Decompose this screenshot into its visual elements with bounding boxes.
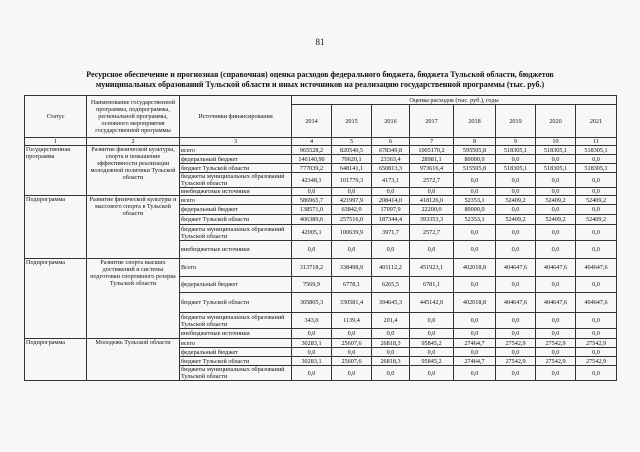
status-cell: Подпрограмма [25, 196, 87, 259]
amount-cell: 0,0 [536, 277, 576, 293]
amount-cell: 404647,6 [576, 259, 617, 277]
column-number: 1 [25, 138, 87, 146]
amount-cell: 404647,6 [536, 259, 576, 277]
column-number: 2 [87, 138, 180, 146]
amount-cell: 27542,9 [496, 339, 536, 348]
amount-cell: 0,0 [496, 205, 536, 215]
table-row [25, 339, 617, 348]
amount-cell: 26818,3 [372, 339, 410, 348]
amount-cell: 0,0 [454, 366, 496, 381]
amount-cell: 678349,8 [372, 146, 410, 155]
header-year-2014: 2014 [292, 105, 332, 138]
amount-cell: 648141,1 [332, 164, 372, 173]
program-name-cell: Молодежь Тульской области [87, 339, 180, 381]
amount-cell: 2572,7 [410, 225, 454, 241]
amount-cell: 0,0 [576, 313, 617, 329]
document-title [20, 70, 620, 90]
header-year-2015: 2015 [332, 105, 372, 138]
funding-source-cell: бюджет Тульской области [180, 215, 292, 225]
funding-source-cell: бюджет Тульской области [180, 357, 292, 366]
amount-cell: 95845,2 [410, 339, 454, 348]
amount-cell: 27542,9 [536, 357, 576, 366]
column-number-row [25, 138, 617, 146]
amount-cell: 0,0 [576, 155, 617, 164]
header-status: Статус [25, 96, 87, 138]
amount-cell: 6265,5 [372, 277, 410, 293]
funding-source-cell: всего [180, 196, 292, 205]
amount-cell: 343,0 [292, 313, 332, 329]
amount-cell: 27464,7 [454, 357, 496, 366]
amount-cell: 0,0 [410, 313, 454, 329]
program-name-cell: Развитие физической культуры, спорта и повышение эффективности реализации молодежной политики Тульской области [87, 146, 180, 196]
header-year-2019: 2019 [496, 105, 536, 138]
amount-cell: 0,0 [292, 188, 332, 196]
amount-cell: 0,0 [410, 329, 454, 339]
amount-cell: 0,0 [496, 241, 536, 259]
amount-cell: 6781,1 [410, 277, 454, 293]
amount-cell: 0,0 [332, 188, 372, 196]
funding-source-cell: бюджеты муниципальных образований Тульской области [180, 313, 292, 329]
amount-cell: 27464,7 [454, 339, 496, 348]
amount-cell: 0,0 [576, 348, 617, 357]
amount-cell: 518305,1 [576, 146, 617, 155]
amount-cell: 404647,6 [536, 293, 576, 313]
amount-cell: 27542,9 [576, 357, 617, 366]
amount-cell: 404647,6 [496, 293, 536, 313]
amount-cell: 421997,9 [332, 196, 372, 205]
amount-cell: 0,0 [454, 348, 496, 357]
amount-cell: 451923,1 [410, 259, 454, 277]
funding-source-cell: бюджеты муниципальных образований Тульской области [180, 225, 292, 241]
amount-cell: 0,0 [292, 366, 332, 381]
amount-cell: 6778,1 [332, 277, 372, 293]
amount-cell: 146140,90 [292, 155, 332, 164]
title-line-1: Ресурсное обеспечение и прогнозная (справочная) оценка расходов федерального бюджета, бюджета Тульской области, бюджетов [86, 70, 554, 79]
amount-cell: 595505,8 [454, 146, 496, 155]
funding-source-cell: федеральный бюджет [180, 205, 292, 215]
funding-source-cell: бюджет Тульской области [180, 164, 292, 173]
amount-cell: 95845,2 [410, 357, 454, 366]
column-number: 3 [180, 138, 292, 146]
amount-cell: 0,0 [496, 277, 536, 293]
amount-cell: 0,0 [454, 173, 496, 188]
header-year-2017: 2017 [410, 105, 454, 138]
amount-cell: 404647,6 [576, 293, 617, 313]
amount-cell: 0,0 [536, 173, 576, 188]
amount-cell: 518305,1 [496, 146, 536, 155]
amount-cell: 101779,3 [332, 173, 372, 188]
funding-source-cell: бюджеты муниципальных образований Тульской области [180, 173, 292, 188]
amount-cell: 0,0 [496, 348, 536, 357]
column-number: 9 [496, 138, 536, 146]
amount-cell: 777039,2 [292, 164, 332, 173]
header-year-2018: 2018 [454, 105, 496, 138]
amount-cell: 0,0 [372, 188, 410, 196]
amount-cell: 0,0 [410, 188, 454, 196]
funding-source-cell: Всего [180, 259, 292, 277]
amount-cell: 42348,1 [292, 173, 332, 188]
funding-source-cell: внебюджетные источники [180, 188, 292, 196]
amount-cell: 0,0 [454, 313, 496, 329]
funding-source-cell: внебюджетные источники [180, 329, 292, 339]
amount-cell: 338498,9 [332, 259, 372, 277]
amount-cell: 0,0 [536, 225, 576, 241]
status-cell: Подпрограмма [25, 259, 87, 339]
amount-cell: 70620,1 [332, 155, 372, 164]
amount-cell: 27542,9 [576, 339, 617, 348]
amount-cell: 52409,2 [536, 196, 576, 205]
amount-cell: 0,0 [536, 313, 576, 329]
header-estimate: Оценка расходов (тыс. руб.), годы [292, 96, 617, 105]
funding-source-cell: внебюджетные источники [180, 241, 292, 259]
amount-cell: 0,0 [576, 173, 617, 188]
amount-cell: 0,0 [576, 366, 617, 381]
amount-cell: 0,0 [536, 366, 576, 381]
amount-cell: 0,0 [576, 225, 617, 241]
amount-cell: 1005170,2 [410, 146, 454, 155]
amount-cell: 27542,9 [496, 357, 536, 366]
amount-cell: 0,0 [536, 155, 576, 164]
amount-cell: 0,0 [372, 348, 410, 357]
amount-cell: 23363,4 [372, 155, 410, 164]
amount-cell: 0,0 [454, 241, 496, 259]
funding-source-cell: бюджет Тульской области [180, 293, 292, 313]
amount-cell: 26818,3 [372, 357, 410, 366]
amount-cell: 138571,0 [292, 205, 332, 215]
amount-cell: 0,0 [536, 241, 576, 259]
amount-cell: 406389,6 [292, 215, 332, 225]
page-number: 81 [315, 37, 325, 47]
amount-cell: 0,0 [410, 348, 454, 357]
amount-cell: 518305,1 [536, 164, 576, 173]
amount-cell: 973616,4 [410, 164, 454, 173]
header-year-2020: 2020 [536, 105, 576, 138]
amount-cell: 52353,1 [454, 215, 496, 225]
table-body [25, 146, 617, 381]
program-name-cell: Развитие физической культуры и массового спорта в Тульской области [87, 196, 180, 259]
amount-cell: 0,0 [410, 366, 454, 381]
amount-cell: 0,0 [496, 329, 536, 339]
amount-cell: 0,0 [576, 329, 617, 339]
amount-cell: 820540,5 [332, 146, 372, 155]
amount-cell: 445142,0 [410, 293, 454, 313]
amount-cell: 22200,0 [410, 205, 454, 215]
amount-cell: 518305,1 [496, 164, 536, 173]
funding-source-cell: всего [180, 339, 292, 348]
amount-cell: 394645,3 [372, 293, 410, 313]
column-number: 11 [576, 138, 617, 146]
funding-source-cell: всего [180, 146, 292, 155]
amount-cell: 0,0 [410, 241, 454, 259]
amount-cell: 100639,9 [332, 225, 372, 241]
amount-cell: 0,0 [454, 225, 496, 241]
funding-source-cell: федеральный бюджет [180, 155, 292, 164]
amount-cell: 0,0 [292, 241, 332, 259]
amount-cell: 0,0 [496, 313, 536, 329]
amount-cell: 330581,4 [332, 293, 372, 313]
budget-table [24, 95, 617, 381]
amount-cell: 25607,6 [332, 357, 372, 366]
amount-cell: 586965,7 [292, 196, 332, 205]
amount-cell: 201,4 [372, 313, 410, 329]
table-row [25, 196, 617, 205]
amount-cell: 0,0 [536, 205, 576, 215]
amount-cell: 80000,0 [454, 155, 496, 164]
amount-cell: 52409,2 [496, 215, 536, 225]
amount-cell: 402018,8 [454, 259, 496, 277]
amount-cell: 25607,6 [332, 339, 372, 348]
amount-cell: 0,0 [454, 277, 496, 293]
amount-cell: 518305,1 [536, 146, 576, 155]
header-year-2016: 2016 [372, 105, 410, 138]
amount-cell: 0,0 [496, 155, 536, 164]
amount-cell: 1139,4 [332, 313, 372, 329]
amount-cell: 0,0 [576, 205, 617, 215]
amount-cell: 187344,4 [372, 215, 410, 225]
amount-cell: 17097,9 [372, 205, 410, 215]
amount-cell: 52409,2 [576, 196, 617, 205]
amount-cell: 0,0 [536, 188, 576, 196]
table-row [25, 259, 617, 277]
amount-cell: 0,0 [292, 348, 332, 357]
amount-cell: 965528,2 [292, 146, 332, 155]
title-line-2: муниципальных образований Тульской области и иных источников на реализацию государственной программы (тыс. руб.) [95, 80, 545, 89]
amount-cell: 313718,2 [292, 259, 332, 277]
amount-cell: 418126,0 [410, 196, 454, 205]
amount-cell: 0,0 [454, 188, 496, 196]
funding-source-cell: федеральный бюджет [180, 348, 292, 357]
table-row [25, 146, 617, 155]
column-number: 5 [332, 138, 372, 146]
amount-cell: 0,0 [576, 277, 617, 293]
amount-cell: 0,0 [576, 241, 617, 259]
status-cell: Подпрограмма [25, 339, 87, 381]
amount-cell: 7569,9 [292, 277, 332, 293]
amount-cell: 0,0 [576, 188, 617, 196]
amount-cell: 42005,1 [292, 225, 332, 241]
header-year-2021: 2021 [576, 105, 617, 138]
amount-cell: 63842,0 [332, 205, 372, 215]
amount-cell: 30283,1 [292, 339, 332, 348]
program-name-cell: Развитие спорта высших достижений и системы подготовки спортивного резерва Тульской области [87, 259, 180, 339]
amount-cell: 0,0 [372, 329, 410, 339]
amount-cell: 52409,2 [576, 215, 617, 225]
amount-cell: 515505,8 [454, 164, 496, 173]
header-sources: Источники финансирования [180, 96, 292, 138]
funding-source-cell: бюджеты муниципальных образований Тульской области [180, 366, 292, 381]
column-number: 10 [536, 138, 576, 146]
column-number: 6 [372, 138, 410, 146]
status-cell: Государственная программа [25, 146, 87, 196]
amount-cell: 4173,1 [372, 173, 410, 188]
column-number: 8 [454, 138, 496, 146]
amount-cell: 0,0 [332, 329, 372, 339]
amount-cell: 518305,1 [576, 164, 617, 173]
amount-cell: 52409,2 [536, 215, 576, 225]
column-number: 4 [292, 138, 332, 146]
amount-cell: 650813,3 [372, 164, 410, 173]
amount-cell: 0,0 [332, 366, 372, 381]
amount-cell: 28981,1 [410, 155, 454, 164]
amount-cell: 402018,8 [454, 293, 496, 313]
amount-cell: 52409,2 [496, 196, 536, 205]
amount-cell: 80000,0 [454, 205, 496, 215]
amount-cell: 0,0 [454, 329, 496, 339]
funding-source-cell: федеральный бюджет [180, 277, 292, 293]
amount-cell: 2572,7 [410, 173, 454, 188]
amount-cell: 305805,3 [292, 293, 332, 313]
amount-cell: 0,0 [496, 366, 536, 381]
amount-cell: 0,0 [332, 348, 372, 357]
amount-cell: 257516,0 [332, 215, 372, 225]
amount-cell: 404647,6 [496, 259, 536, 277]
amount-cell: 0,0 [332, 241, 372, 259]
amount-cell: 0,0 [292, 329, 332, 339]
amount-cell: 0,0 [496, 225, 536, 241]
amount-cell: 393353,3 [410, 215, 454, 225]
amount-cell: 0,0 [536, 329, 576, 339]
amount-cell: 27542,9 [536, 339, 576, 348]
amount-cell: 0,0 [496, 188, 536, 196]
amount-cell: 401112,2 [372, 259, 410, 277]
amount-cell: 208414,0 [372, 196, 410, 205]
amount-cell: 3971,7 [372, 225, 410, 241]
amount-cell: 0,0 [536, 348, 576, 357]
amount-cell: 30283,1 [292, 357, 332, 366]
amount-cell: 0,0 [372, 241, 410, 259]
column-number: 7 [410, 138, 454, 146]
amount-cell: 0,0 [496, 173, 536, 188]
amount-cell: 0,0 [372, 366, 410, 381]
header-program: Наименование государственной программы, подпрограммы, региональной программы, основного мероприятия государственной программы [87, 96, 180, 138]
amount-cell: 52353,1 [454, 196, 496, 205]
